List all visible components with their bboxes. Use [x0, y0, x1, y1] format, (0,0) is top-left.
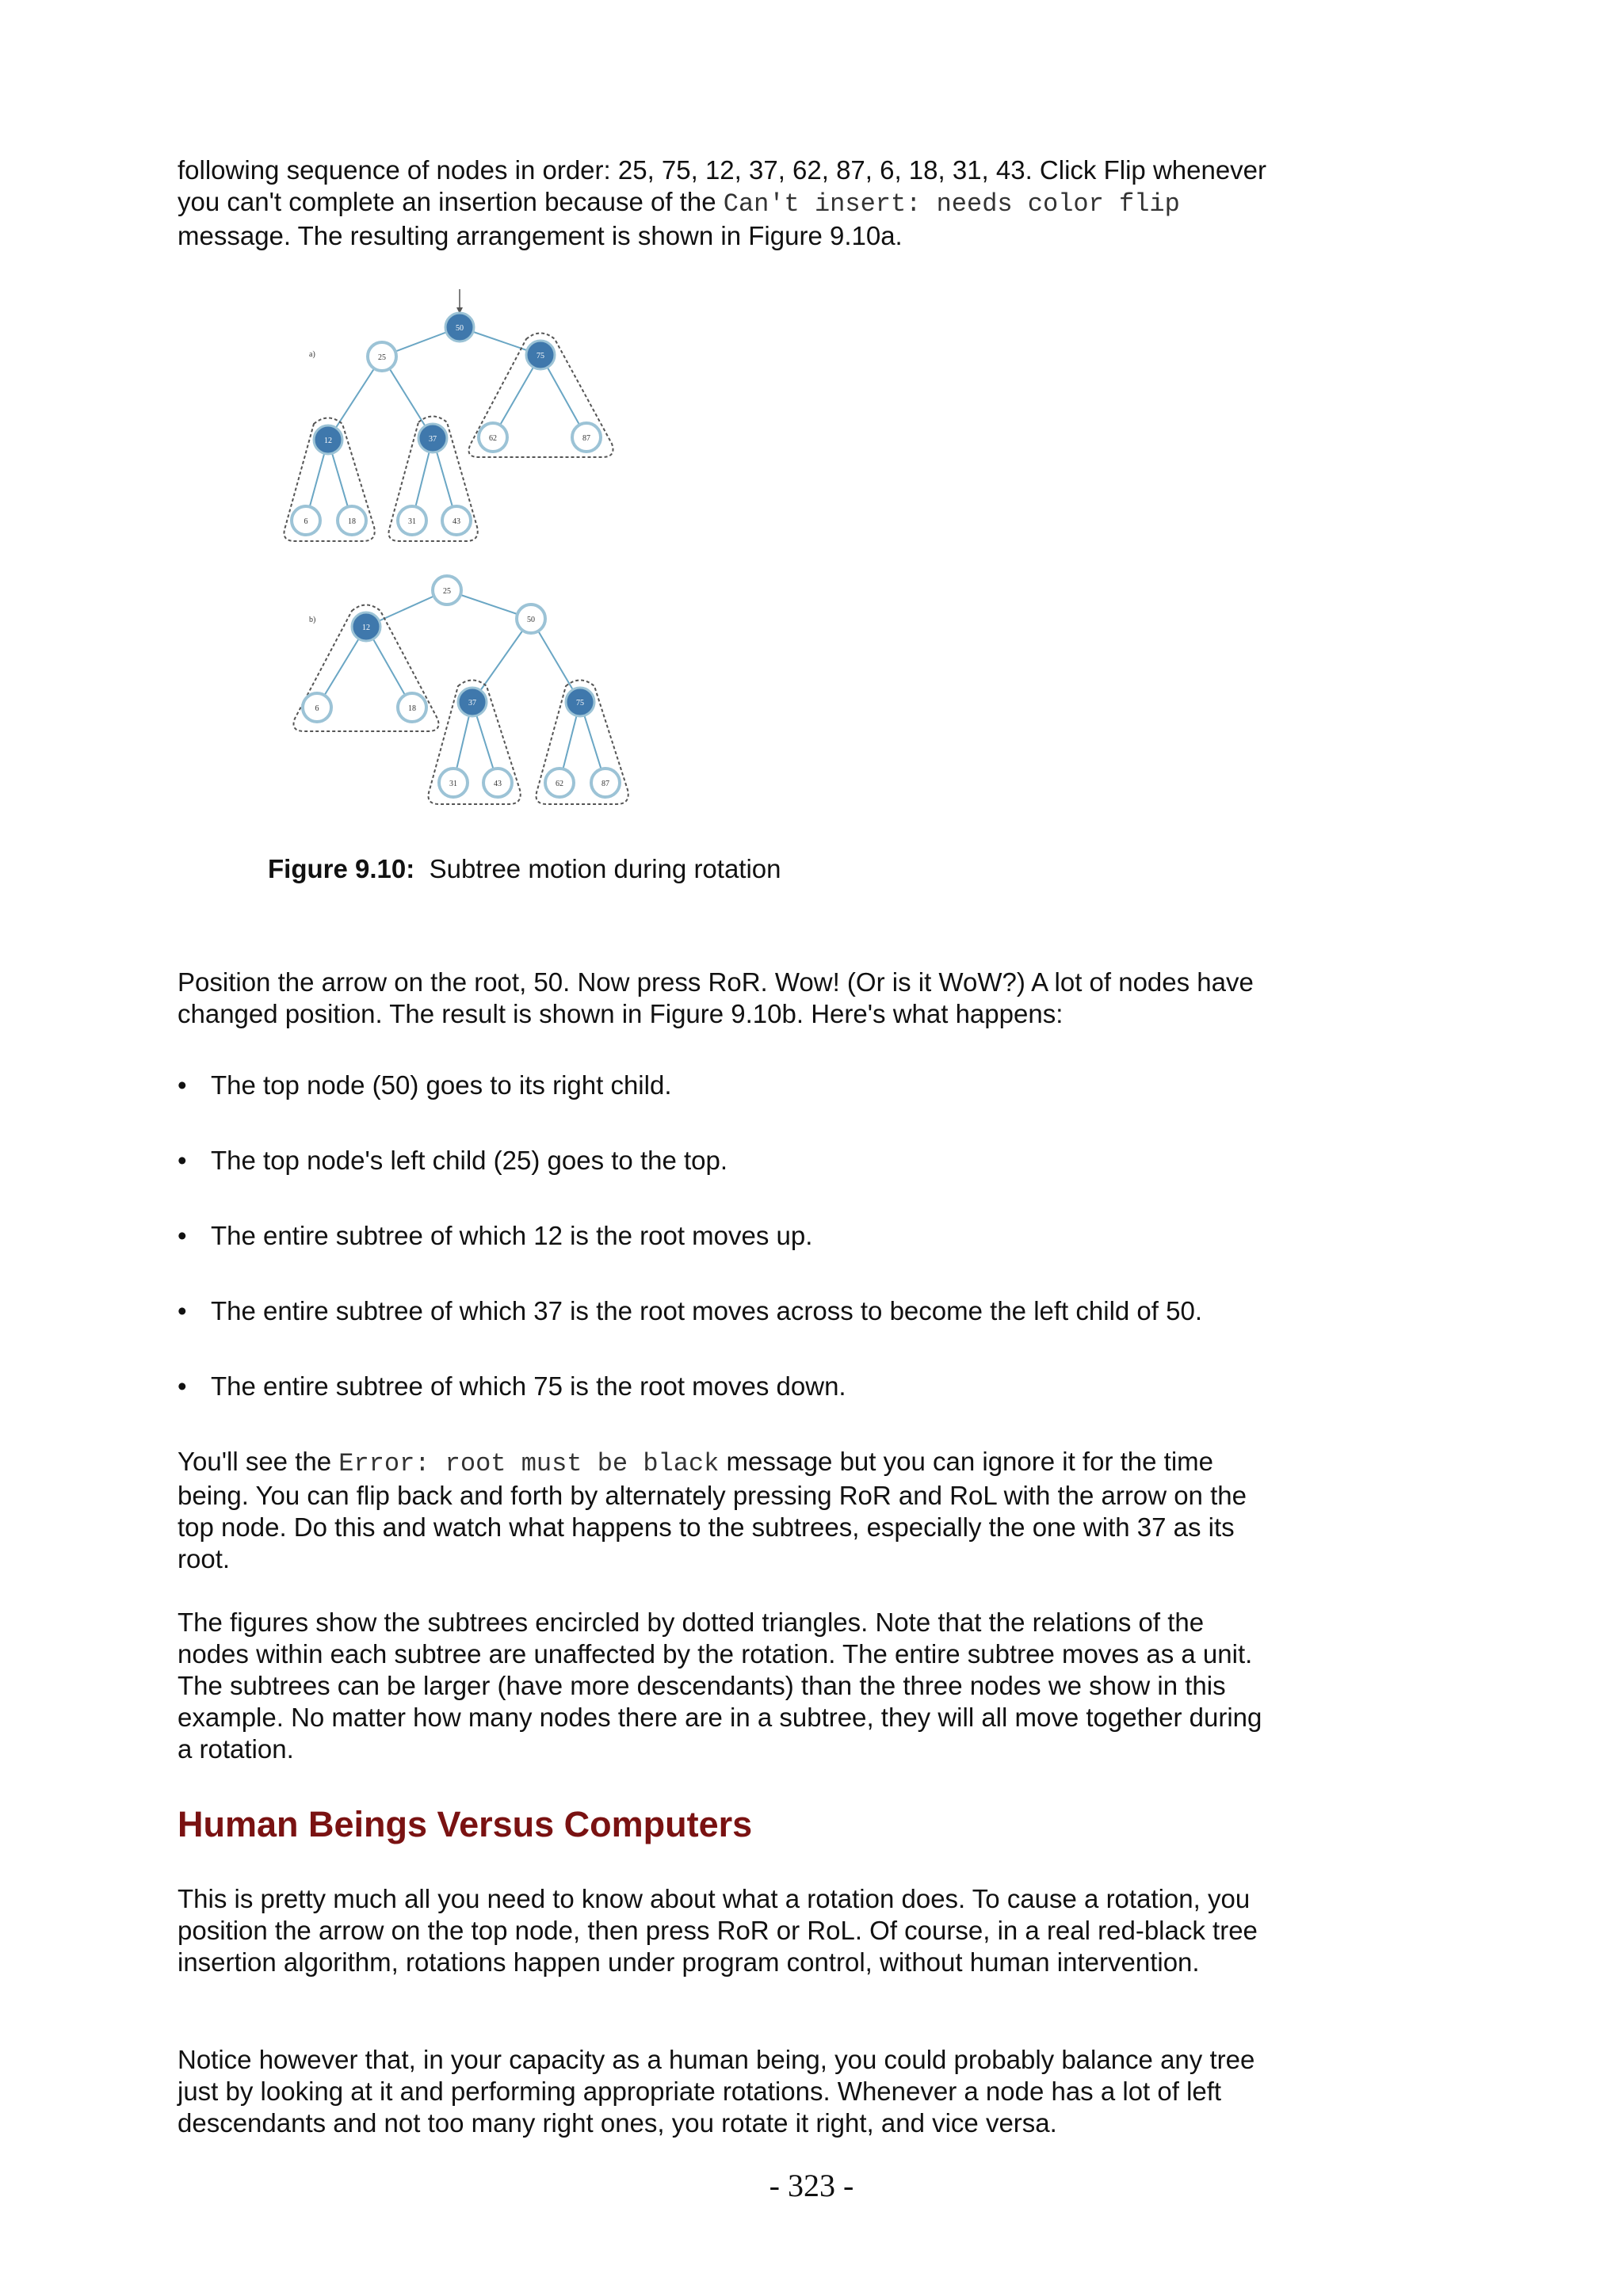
- list-item-text: The top node (50) goes to its right child.: [211, 1070, 672, 1100]
- figure-caption-text: Subtree motion during rotation: [429, 854, 781, 883]
- tree-node-label: 31: [408, 517, 416, 526]
- tree-node-label: 62: [556, 780, 563, 788]
- list-item: [178, 1371, 1287, 1446]
- tree-node-label: 6: [315, 704, 319, 713]
- bullet-glyph: •: [178, 1146, 187, 1175]
- figure-9-10: [269, 281, 650, 820]
- bullet-glyph: •: [178, 1371, 187, 1401]
- tree-node-label: 87: [582, 434, 590, 443]
- bullet-list: [178, 1070, 1287, 1446]
- figure-caption: [268, 853, 781, 885]
- intro-text-2: message. The resulting arrangement is shown in Figure 9.10a.: [178, 221, 903, 250]
- human-text-2: Notice however that, in your capacity as a human being, you could probably balance any tree just by looking at it and performing appropriate rotations. Whenever a node has a lot of left descendants and not too many right ones, you rotate it right, and vice versa.: [178, 2045, 1255, 2138]
- tree-node-label: 6: [304, 517, 308, 526]
- list-item: [178, 1070, 1287, 1145]
- list-item-text: The entire subtree of which 37 is the root moves across to become the left child of 50.: [211, 1296, 1202, 1325]
- page-number: - 323 -: [769, 2168, 854, 2203]
- tree-node-label: 25: [378, 353, 386, 362]
- intro-code: Can't insert: needs color flip: [723, 189, 1180, 219]
- bullet-glyph: •: [178, 1221, 187, 1250]
- tree-node-label: 43: [494, 780, 502, 788]
- error-paragraph: [178, 1446, 1271, 1575]
- tree-node-label: 62: [489, 434, 497, 443]
- tree-b-nodes: [303, 576, 620, 797]
- bullet-glyph: •: [178, 1070, 187, 1100]
- tree-node-label: 18: [348, 517, 356, 526]
- tree-node-label: 37: [429, 435, 437, 444]
- tree-node-label: 25: [443, 587, 451, 596]
- error-code: Error: root must be black: [338, 1449, 720, 1478]
- tree-node-label: 50: [456, 324, 464, 333]
- tree-node-label: 18: [408, 704, 416, 713]
- list-item: [178, 1145, 1287, 1220]
- figures-text: The figures show the subtrees encircled by dotted triangles. Note that the relations of the nodes within each subtree are unaffected by the rotation. The entire subtree moves as a unit. The subtrees can be larger (have more descendants) than the three nodes we show in this example. No matter how many nodes there are in a subtree, they will all move together during a rotation.: [178, 1608, 1262, 1764]
- figure-label-b: b): [309, 616, 316, 624]
- figure-label-a: a): [309, 350, 315, 359]
- list-item-text: The entire subtree of which 12 is the root moves up.: [211, 1221, 813, 1250]
- tree-node-label: 12: [362, 624, 370, 632]
- intro-text-1: following sequence of nodes in order: 25, 75, 12, 37, 62, 87, 6, 18, 31, 43. Click Flip whenever you can't complete an insertion because of the: [178, 155, 1267, 216]
- figures-paragraph: [178, 1607, 1271, 1765]
- intro-paragraph: [178, 154, 1271, 252]
- error-text-1: You'll see the: [178, 1447, 339, 1476]
- list-item-text: The top node's left child (25) goes to the top.: [211, 1146, 728, 1175]
- tree-node-label: 75: [537, 352, 544, 360]
- list-item: [178, 1220, 1287, 1295]
- human-paragraph-1: [178, 1883, 1271, 1978]
- rotation-text: Position the arrow on the root, 50. Now press RoR. Wow! (Or is it WoW?) A lot of nodes have changed position. The result is shown in Figure 9.10b. Here's what happens:: [178, 967, 1254, 1028]
- tree-node-label: 31: [449, 780, 457, 788]
- human-paragraph-2: [178, 2044, 1271, 2139]
- bullet-glyph: •: [178, 1296, 187, 1325]
- tree-node-label: 43: [453, 517, 460, 526]
- human-text-1: This is pretty much all you need to know about what a rotation does. To cause a rotation, you position the arrow on the top node, then press RoR or RoL. Of course, in a real red-black tree insertion algorithm, rotations happen under program control, without human intervention.: [178, 1884, 1258, 1977]
- rotation-paragraph: [178, 967, 1271, 1030]
- figure-caption-label: Figure 9.10:: [268, 854, 415, 883]
- section-heading: Human Beings Versus Computers: [178, 1804, 753, 1844]
- tree-node-label: 87: [601, 780, 609, 788]
- tree-node-label: 50: [527, 616, 535, 624]
- tree-node-label: 75: [576, 699, 584, 707]
- tree-node-label: 37: [468, 699, 476, 707]
- error-text-2: message but you can ignore it for the time being. You can flip back and forth by alternately pressing RoR and RoL with the arrow on the top node. Do this and watch what happens to the subtrees, especially the one with 37 as its root.: [178, 1447, 1247, 1573]
- tree-node-label: 12: [324, 437, 332, 445]
- list-item-text: The entire subtree of which 75 is the root moves down.: [211, 1371, 846, 1401]
- list-item: [178, 1295, 1287, 1371]
